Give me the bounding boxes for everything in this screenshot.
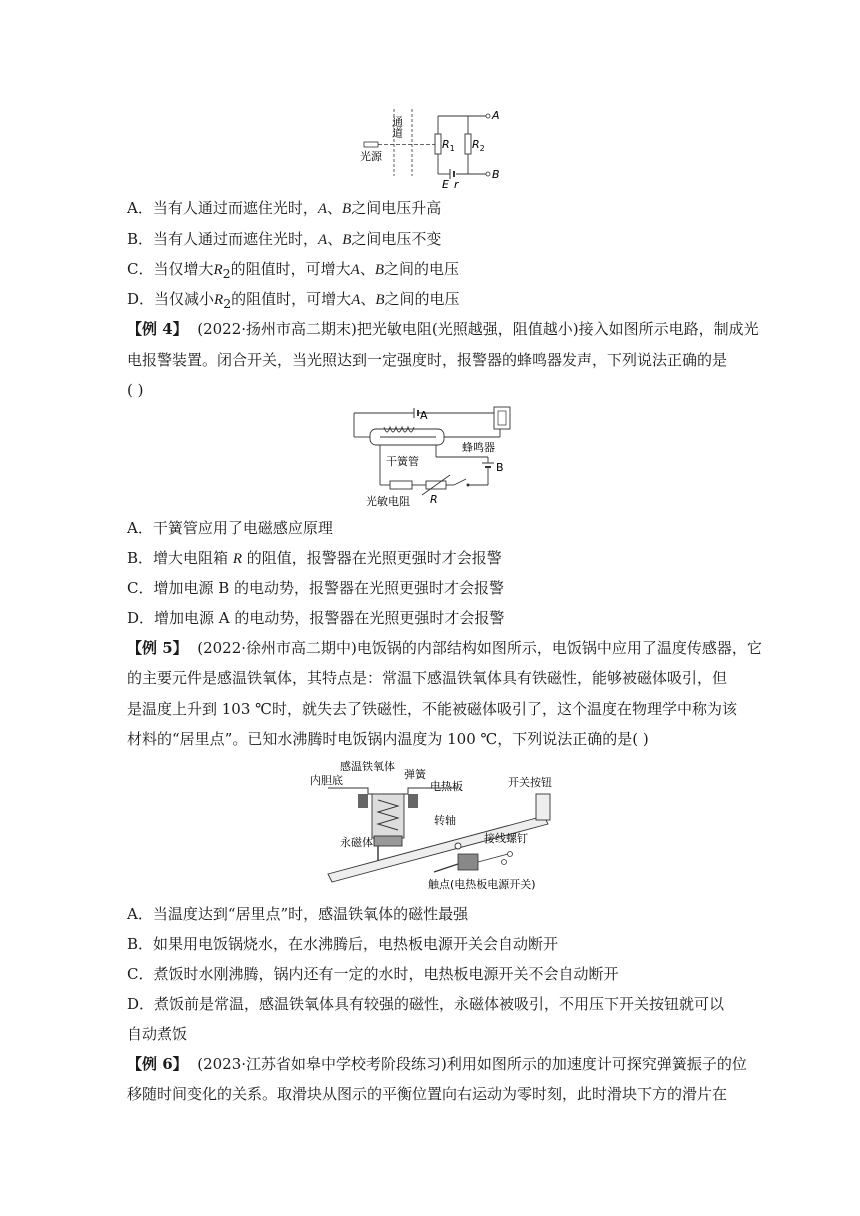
q5-stem-line4: 材料的“居里点”。已知水沸腾时电饭锅内温度为 100 ℃，下列说法正确的是( ) xyxy=(127,730,649,748)
q4-stem-line3: ( ) xyxy=(127,381,144,399)
q5-option-a: A．当温度达到“居里点”时，感温铁氧体的磁性最强 xyxy=(127,905,469,923)
q4-option-b: B．增大电阻箱 R 的阻值，报警器在光照更强时才会报警 xyxy=(127,549,502,567)
q6-stem-line2: 移随时间变化的关系。取滑块从图示的平衡位置向右运动为零时刻，此时滑块下方的滑片在 xyxy=(127,1085,728,1103)
q4-stem: 【例 4】 (2022·扬州市高二期末)把光敏电阻(光照越强，阻值越小)接入如图所示电路，制成光 xyxy=(127,320,759,338)
light-circuit-figure xyxy=(358,104,508,190)
q6-stem: 【例 6】 (2023·江苏省如皋中学校考阶段练习)利用如图所示的加速度计可探究弹簧振子的位 xyxy=(127,1055,747,1073)
q5-option-d: D．煮饭前是常温，感温铁氧体具有较强的磁性，永磁体被吸引，不用压下开关按钮就可以 xyxy=(127,995,725,1013)
axis-label: 转轴 xyxy=(434,814,456,827)
q4-option-a: A．干簧管应用了电磁感应原理 xyxy=(127,519,333,537)
svg-text:B: B xyxy=(496,461,504,474)
photo-alarm-figure xyxy=(350,405,520,510)
ferrite-label: 感温铁氧体 xyxy=(340,760,395,773)
q3-option-d: D．当仅减小$R_2$的阻值时，可增大A、B之间的电压 xyxy=(127,290,460,311)
q4-stem-line2: 电报警装置。闭合开关，当光照达到一定强度时，报警器的蜂鸣器发声，下列说法正确的是 xyxy=(127,351,728,369)
screw-label: 接线螺钉 xyxy=(484,832,528,845)
q5-option-c: C．煮饭时水刚沸腾，锅内还有一定的水时，电热板电源开关不会自动断开 xyxy=(127,965,619,983)
terminal-a-label: A xyxy=(492,109,500,122)
q5-option-b: B．如果用电饭锅烧水，在水沸腾后，电热板电源开关会自动断开 xyxy=(127,935,559,953)
magnet-label: 永磁体 xyxy=(340,836,373,849)
svg-text:R2: $R_2$ xyxy=(472,138,485,153)
light-source-label: 光源 xyxy=(360,150,382,163)
q5-option-d-line2: 自动煮饭 xyxy=(127,1025,188,1043)
heating-plate-label: 电热板 xyxy=(430,780,463,793)
r1-resistor xyxy=(435,134,441,154)
terminal-b-label: B xyxy=(492,168,500,181)
q5-stem: 【例 5】 (2022·徐州市高二期中)电饭锅的内部结构如图所示，电饭锅中应用了温度传感器，它 xyxy=(127,639,762,657)
permanent-magnet-block xyxy=(374,836,402,846)
switch-button-icon xyxy=(536,794,550,820)
q5-stem-line2: 的主要元件是感温铁氧体，其特点是：常温下感温铁氧体具有铁磁性，能够被磁体吸引，但 xyxy=(127,669,728,687)
pivot-icon xyxy=(455,843,461,849)
buzzer-icon xyxy=(494,407,510,429)
svg-text:R: R xyxy=(430,493,438,506)
svg-text:A: A xyxy=(420,409,428,422)
q3-option-b: B．当有人通过而遮住光时，A、B之间电压不变 xyxy=(127,230,442,248)
passage-label: 通道 xyxy=(390,116,404,138)
inner-pot-label: 内胆底 xyxy=(310,774,343,787)
svg-text:r: r xyxy=(454,178,459,190)
svg-text:E: E xyxy=(442,178,449,190)
light-source-icon xyxy=(364,142,378,147)
q3-option-c: C．当仅增大$R_2$的阻值时，可增大A、B之间的电压 xyxy=(127,260,460,281)
buzzer-label: 蜂鸣器 xyxy=(462,441,495,454)
reed-label: 干簧管 xyxy=(386,455,419,468)
rice-cooker-figure xyxy=(308,758,568,894)
r2-resistor xyxy=(465,134,471,154)
q4-option-d: D．增加电源 A 的电动势，报警器在光照更强时才会报警 xyxy=(127,609,505,627)
q4-option-c: C．增加电源 B 的电动势，报警器在光照更强时才会报警 xyxy=(127,579,505,597)
spring-label: 弹簧 xyxy=(404,768,426,781)
photoresistor-icon xyxy=(390,481,412,489)
contact-label: 触点(电热板电源开关) xyxy=(428,878,536,891)
photoresistor-label: 光敏电阻 xyxy=(366,495,410,508)
switch-button-label: 开关按钮 xyxy=(508,776,552,789)
q3-option-a: A．当有人通过而遮住光时，A、B之间电压升高 xyxy=(127,199,442,217)
ferrite-block xyxy=(372,794,404,838)
svg-text:R1: $R_1$ xyxy=(442,138,455,153)
q5-stem-line3: 是温度上升到 103 ℃时，就失去了铁磁性，不能被磁体吸引了，这个温度在物理学中称为该 xyxy=(127,700,737,718)
